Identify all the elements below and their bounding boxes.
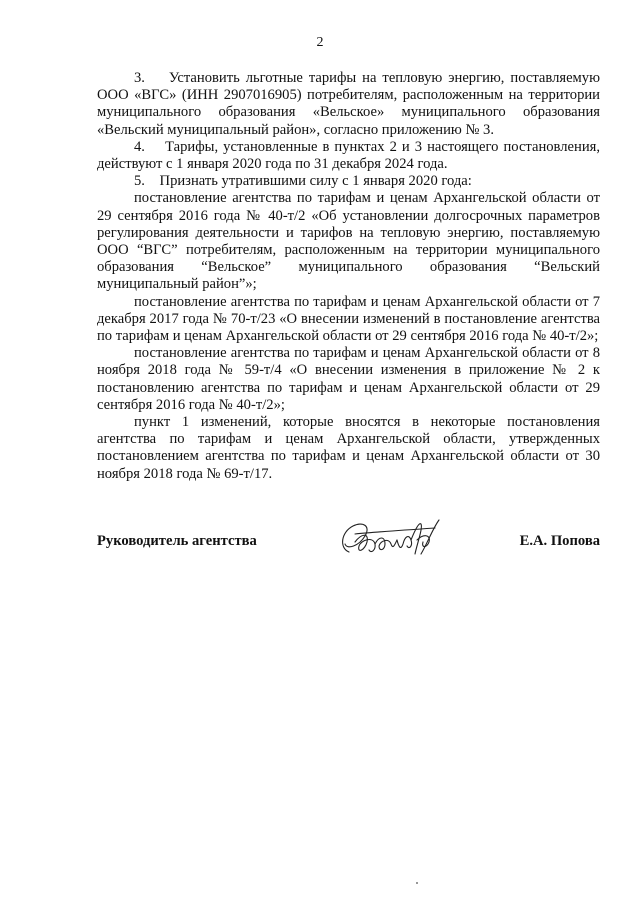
repealed-act-3: постановление агентства по тарифам и ценам Архангельской области от 8 ноября 2018 года № 59-т/4 «О внесении изменения в приложение № 2 к постановлению агентства по тарифам и ценам Архангельской области от 29 сентября 2016 года № 40-т/2»;: [97, 345, 600, 413]
repealed-act-2: постановление агентства по тарифам и ценам Архангельской области от 7 декабря 2017 года № 70-т/23 «О внесении изменений в постановление агентства по тарифам и ценам Архангельской области от 29 сентября 2016 года № 40-т/2»;: [97, 293, 600, 345]
paragraph-item-5: 5. Признать утратившими силу с 1 января 2020 года:: [134, 173, 472, 190]
repealed-act-1: постановление агентства по тарифам и ценам Архангельской области от 29 сентября 2016 года № 40-т/2 «Об установлении долгосрочных параметров регулирования деятельности и тарифов на тепловую энергию, поставляемую ООО “ВГС” потребителям, расположенным на территории муниципального образования “Вельское” муниципального образования “Вельский муниципальный район”»;: [97, 190, 600, 293]
signatory-name: Е.А. Попова: [519, 533, 600, 549]
repealed-act-4: пункт 1 изменений, которые вносятся в некоторые постановления агентства по тарифам и ценам Архангельской области, утвержденных постановлением агентства по тарифам и ценам Архангельской области от 30 ноября 2018 года № 69-т/17.: [97, 414, 600, 482]
document-body: [97, 70, 600, 483]
signature-block: [97, 522, 600, 562]
signatory-title: Руководитель агентства: [97, 533, 257, 549]
paragraph-item-4: 4. Тарифы, установленные в пунктах 2 и 3 настоящего постановления, действуют с 1 января 2020 года по 31 декабря 2024 года.: [97, 138, 600, 173]
page-number: 2: [316, 35, 324, 50]
scan-speck: [416, 882, 418, 884]
paragraph-item-3: 3. Установить льготные тарифы на тепловую энергию, поставляемую ООО «ВГС» (ИНН 2907016905) потребителям, расположенным на территории муниципального образования «Вельское» муниципального образования «Вельский муниципальный район», согласно приложению № 3.: [97, 70, 600, 138]
handwritten-signature-icon: [335, 514, 445, 564]
